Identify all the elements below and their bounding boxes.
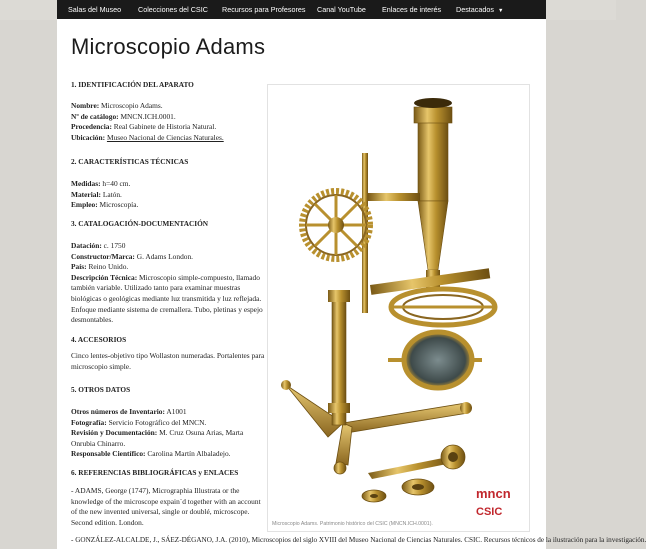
csic-logo: CSIC — [476, 506, 503, 518]
label: Empleo: — [71, 200, 98, 210]
ubicacion-link[interactable]: Museo Nacional de Ciencias Naturales. — [106, 132, 224, 142]
label: Responsable Científico: — [71, 449, 146, 459]
field-inventario — [71, 407, 267, 418]
field-material — [71, 190, 267, 201]
label: Medidas: — [71, 179, 101, 188]
value: Microscopio simple-compuesto, llamado también variable. Utilizado tanto para examinar muestras biológicas o geológicas mediante luz transmitida y luz reflejada. Enfoque mediante sistema de cremallera. Tubo, pletinas y espejo desmontables. — [71, 272, 263, 325]
value: Latón. — [100, 189, 122, 199]
value: G. Adams London. — [134, 251, 194, 261]
page-container — [57, 0, 646, 549]
nav-recursos-profesores[interactable]: Recursos para Profesores — [222, 5, 306, 14]
value: Carolina Martín Albaladejo. — [145, 449, 231, 459]
catalogacion-block — [71, 241, 267, 326]
value: Microscopio Adams. — [99, 101, 163, 110]
value: Microscopía. — [97, 200, 139, 210]
page-title: Microscopio Adams — [71, 34, 266, 59]
value: M. Cruz Osuna Arias, Marta Onrubia Chinarro. — [71, 428, 244, 448]
value: MNCN.ICH.0001. — [118, 111, 176, 121]
field-descripcion — [71, 273, 267, 326]
label: Descripción Técnica: — [71, 272, 138, 282]
field-empleo — [71, 200, 267, 211]
label: Datación: — [71, 241, 102, 250]
label: Nombre: — [71, 101, 100, 110]
field-fotografia — [71, 418, 267, 429]
identificacion-block — [71, 101, 267, 143]
top-navigation — [57, 0, 546, 19]
field-procedencia — [71, 122, 267, 133]
otros-block — [71, 407, 267, 460]
label: Revisión y Documentación: — [71, 428, 158, 438]
microscope-illustration — [268, 85, 529, 517]
label: Nº de catálogo: — [71, 111, 119, 121]
nav-salas-del-museo[interactable]: Salas del Museo — [68, 5, 122, 14]
value: c. 1750 — [101, 241, 126, 250]
field-datacion — [71, 241, 267, 252]
value: Reino Unido. — [86, 262, 129, 272]
section-heading-referencias: 6. REFERENCIAS BIBLIOGRÁFICAS y ENLACES — [71, 468, 239, 477]
reference-item: - GONZÁLEZ-ALCALDE, J., SÁEZ-DÉGANO, J.A. (2010), Microscopios del siglo XVIII del Museo Nacional de Ciencias Naturales. CSIC. Recursos técnicos de la ilustración para la investigación. — [71, 536, 646, 544]
nav-colecciones-csic[interactable]: Colecciones del CSIC — [138, 5, 208, 14]
label: Otros números de Inventario: — [71, 407, 165, 416]
section-heading-tecnicas: 2. CARACTERÍSTICAS TÉCNICAS — [71, 157, 189, 166]
field-revision — [71, 428, 267, 449]
accesorios-text: Cinco lentes-objetivo tipo Wollaston numeradas. Portalentes para microscopio simple. — [71, 351, 265, 371]
field-medidas — [71, 179, 267, 190]
reference-item: - ADAMS, George (1747), Micrographia Illustrata or the knowledge of the microscope expain´d together with an account of the new invented universal, single or doublé, microscope. Second edition. London. — [71, 486, 261, 527]
field-catalogo — [71, 112, 267, 123]
value: Real Gabinete de Historia Natural. — [111, 122, 217, 132]
section-heading-otros: 5. OTROS DATOS — [71, 385, 131, 394]
field-nombre — [71, 101, 267, 112]
label: Material: — [71, 189, 101, 199]
label: Ubicación: — [71, 132, 106, 142]
field-ubicacion — [71, 133, 267, 144]
value: h=40 cm. — [100, 179, 131, 188]
tecnicas-block — [71, 179, 267, 211]
field-constructor — [71, 252, 267, 263]
label: Constructor/Marca: — [71, 251, 135, 261]
value: A1001 — [164, 407, 187, 416]
section-heading-identificacion: 1. IDENTIFICACIÓN DEL APARATO — [71, 80, 194, 89]
section-heading-accesorios: 4. ACCESORIOS — [71, 335, 127, 344]
field-pais — [71, 262, 267, 273]
section-heading-catalogacion: 3. CATALOGACIÓN-DOCUMENTACIÓN — [71, 219, 209, 228]
nav-canal-youtube[interactable]: Canal YouTube — [317, 5, 366, 14]
nav-destacados[interactable] — [456, 5, 503, 14]
nav-destacados-label: Destacados — [456, 5, 494, 14]
field-responsable — [71, 449, 267, 460]
label: País: — [71, 262, 87, 272]
microscope-photo[interactable] — [267, 84, 530, 532]
label: Fotografía: — [71, 417, 107, 427]
nav-enlaces-interes[interactable]: Enlaces de interés — [382, 5, 442, 14]
label: Procedencia: — [71, 122, 112, 132]
value: Servicio Fotográfico del MNCN. — [106, 417, 207, 427]
photo-caption: Microscopio Adams. Patrimonio histórico del CSIC (MNCN.ICH.0001). — [272, 521, 433, 527]
chevron-down-icon: ▼ — [497, 8, 504, 14]
mncn-logo: mncn — [476, 486, 511, 501]
